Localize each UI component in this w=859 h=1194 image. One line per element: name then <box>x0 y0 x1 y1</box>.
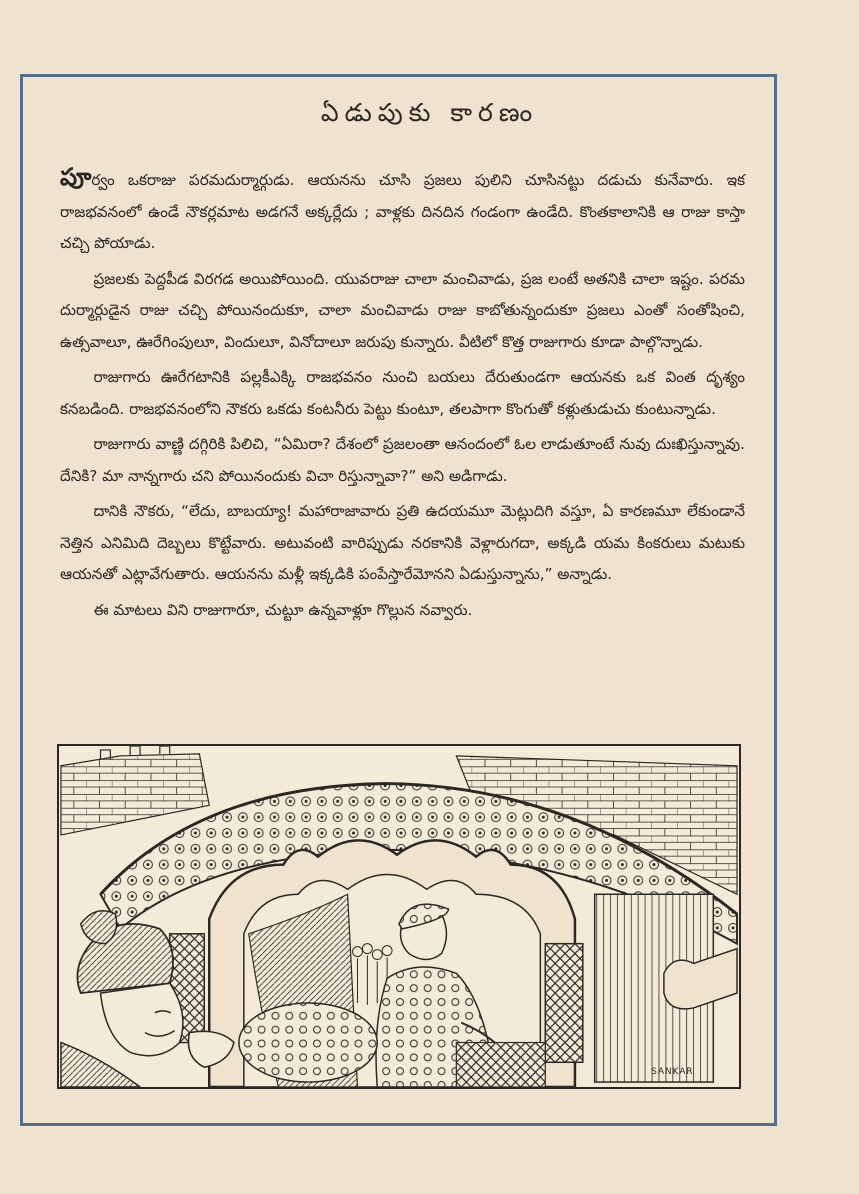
drop-cap: పూ <box>60 163 92 191</box>
story-title: ఏడుపుకు కారణం <box>320 98 539 127</box>
paragraph-6: ఈ మాటలు విని రాజుగారూ, చుట్టూ ఉన్నవాళ్లూ గొల్లున నవ్వారు. <box>93 600 473 619</box>
paragraph-2: ప్రజలకు పెద్దపీడ విరగడ అయిపోయింది. యువరాజు చాలా మంచివాడు, ప్రజ లంటే అతనికి చాలా ఇష్టం. పరమ దుర్మార్గుడైన రాజు చచ్చి పోయినందుకూ, చాలా మంచివాడు రాజు కాబోతున్నందుకూ ప్రజలు ఎంతో సంతోషించి, ఉత్సవాలూ, ఊరేగింపులూ, విందులూ, వినోదాలూ జరుపు కున్నారు. వీటిలో కొత్త రాజుగారు కూడా పాల్గొన్నాడు. <box>60 269 745 351</box>
paragraph-5: దానికి నౌకరు, “లేదు, బాబయ్యా! మహారాజావారు ప్రతి ఉదయమూ మెట్లుదిగి వస్తూ, ఏ కారణమూ లేకుండానే నెత్తిన ఎనిమిది దెబ్బలు కొట్టేవారు. అటువంటి వారిప్పుడు నరకానికి వెళ్లారుగదా, అక్కడి యమ కింకరులు మటుకు ఆయనతో ఎట్లావేగుతారు. ఆయనను మళ్లీ ఇక్కడికి పంపేస్తారేమోనని ఏడుస్తున్నాను,” అన్నాడు. <box>60 502 745 583</box>
story-text <box>60 162 745 630</box>
cushion <box>239 1003 377 1082</box>
palanquin-scene-drawing <box>59 746 739 1087</box>
artist-signature: SANKAR <box>651 1067 694 1078</box>
paragraph-3: రాజుగారు ఊరేగటానికి పల్లకీఎక్కి రాజభవనం నుంచి బయలు దేరుతుండగా ఆయనకు ఒక వింత దృశ్యం కనబడింది. రాజభవనంలోని నౌకరు ఒకడు కంటనీరు పెట్టు కుంటూ, తలపాగా కొంగుతో కళ్లుతుడుచు కుంటున్నాడు. <box>60 368 745 418</box>
story-illustration <box>57 744 741 1089</box>
footrest <box>456 1043 545 1087</box>
paragraph-1-text: ర్వం ఒకరాజు పరమదుర్మార్గుడు. ఆయనను చూసి ప్రజలు పులిని చూసినట్టు దడుచు కునేవారు. ఇక రాజభవనంలో ఉండే నౌకర్లమాట అడగనే అక్కర్లేదు ; వాళ్లకు దినదిన గండంగా ఉండేది. కొంతకాలానికి ఆ రాజు కాస్తా చచ్చి పోయాడు. <box>60 171 745 252</box>
lattice-window-right <box>545 944 583 1063</box>
paragraph-4: రాజుగారు వాణ్ణి దగ్గిరికి పిలిచి, “ఏమిరా? దేశంలో ప్రజలంతా ఆనందంలో ఓల లాడుతూంటే నువు దుఃఖిస్తున్నావు. దేనికి? మా నాన్నగారు చని పోయినందుకు విచా రిస్తున్నావా?” అని అడిగాడు. <box>60 435 745 485</box>
paragraph-1 <box>60 162 745 260</box>
